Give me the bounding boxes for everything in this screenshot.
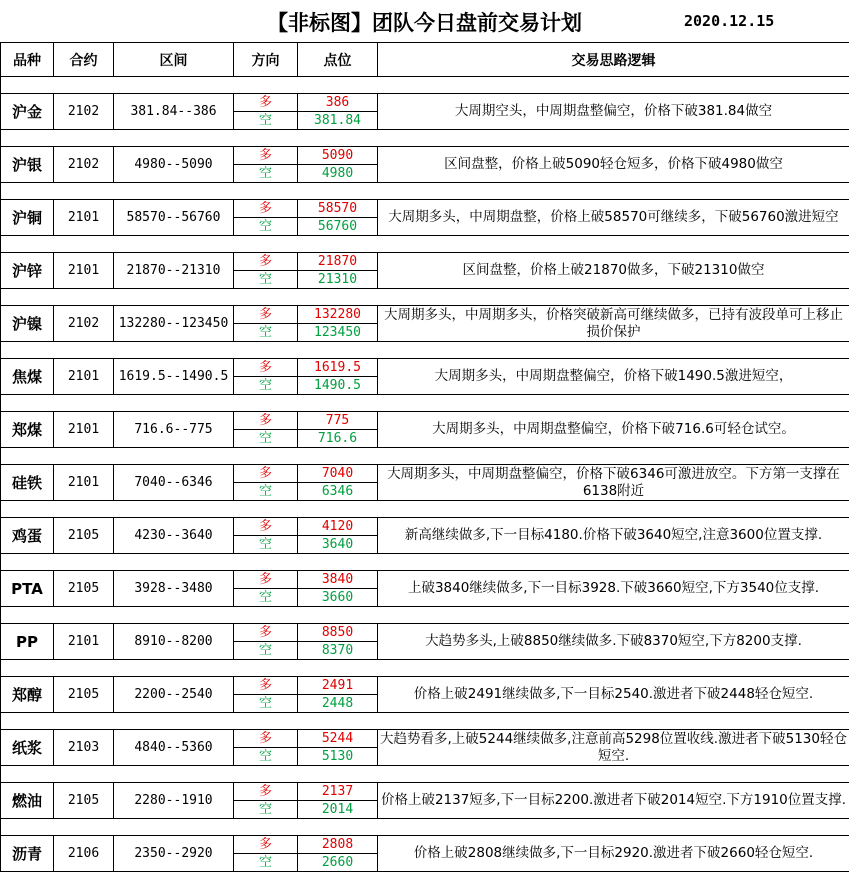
spacer-cell xyxy=(54,713,114,730)
logic-cell: 大周期空头，中周期盘整偏空，价格下破381.84做空 xyxy=(378,94,849,130)
spacer-cell xyxy=(298,448,378,465)
spacer-cell xyxy=(114,607,234,624)
long-point: 8850 xyxy=(298,624,378,642)
direction-short: 空 xyxy=(234,112,298,130)
table-row xyxy=(1,624,849,642)
direction-short: 空 xyxy=(234,430,298,448)
col-header-range: 区间 xyxy=(114,43,234,77)
spacer-cell xyxy=(1,342,54,359)
contract-cell: 2101 xyxy=(54,412,114,448)
spacer-cell xyxy=(114,236,234,253)
logic-cell: 大周期多头，中周期盘整偏空，价格下破716.6可轻仓试空。 xyxy=(378,412,849,448)
spacer-cell xyxy=(378,766,849,783)
spacer-cell xyxy=(1,660,54,677)
direction-long: 多 xyxy=(234,306,298,324)
direction-long: 多 xyxy=(234,783,298,801)
spacer-cell xyxy=(1,395,54,412)
spacer-cell xyxy=(114,819,234,836)
direction-long: 多 xyxy=(234,571,298,589)
spacer-cell xyxy=(234,819,298,836)
spacer-cell xyxy=(54,501,114,518)
spacer-cell xyxy=(298,819,378,836)
variety-cell: PTA xyxy=(1,571,54,607)
direction-short: 空 xyxy=(234,377,298,395)
spacer-cell xyxy=(378,130,849,147)
spacer-cell xyxy=(114,660,234,677)
short-point: 3660 xyxy=(298,589,378,607)
direction-long: 多 xyxy=(234,147,298,165)
long-point: 132280 xyxy=(298,306,378,324)
logic-cell: 上破3840继续做多,下一目标3928.下破3660短空,下方3540位支撑. xyxy=(378,571,849,607)
spacer-cell xyxy=(378,342,849,359)
spacer-cell xyxy=(298,660,378,677)
spacer-cell xyxy=(298,501,378,518)
range-cell: 7040--6346 xyxy=(114,465,234,501)
spacer-cell xyxy=(114,395,234,412)
table-row xyxy=(1,412,849,430)
spacer-cell xyxy=(1,77,54,94)
col-header-point: 点位 xyxy=(298,43,378,77)
spacer-cell xyxy=(234,607,298,624)
long-point: 7040 xyxy=(298,465,378,483)
direction-short: 空 xyxy=(234,642,298,660)
spacer-cell xyxy=(114,183,234,200)
spacer-cell xyxy=(378,289,849,306)
table-row xyxy=(1,147,849,165)
row-spacer xyxy=(1,130,849,147)
range-cell: 132280--123450 xyxy=(114,306,234,342)
short-point: 8370 xyxy=(298,642,378,660)
short-point: 381.84 xyxy=(298,112,378,130)
spacer-cell xyxy=(234,554,298,571)
direction-short: 空 xyxy=(234,483,298,501)
spacer-cell xyxy=(54,130,114,147)
row-spacer xyxy=(1,236,849,253)
contract-cell: 2102 xyxy=(54,147,114,183)
direction-long: 多 xyxy=(234,465,298,483)
row-spacer xyxy=(1,448,849,465)
spacer-cell xyxy=(54,395,114,412)
row-spacer xyxy=(1,395,849,412)
row-spacer xyxy=(1,607,849,624)
direction-short: 空 xyxy=(234,695,298,713)
long-point: 386 xyxy=(298,94,378,112)
logic-cell: 新高继续做多,下一目标4180.价格下破3640短空,注意3600位置支撑. xyxy=(378,518,849,554)
contract-cell: 2102 xyxy=(54,94,114,130)
table-row xyxy=(1,465,849,483)
short-point: 21310 xyxy=(298,271,378,289)
spacer-cell xyxy=(234,660,298,677)
spacer-cell xyxy=(114,342,234,359)
long-point: 4120 xyxy=(298,518,378,536)
direction-long: 多 xyxy=(234,730,298,748)
contract-cell: 2105 xyxy=(54,571,114,607)
table-row xyxy=(1,571,849,589)
variety-cell: PP xyxy=(1,624,54,660)
direction-short: 空 xyxy=(234,536,298,554)
contract-cell: 2105 xyxy=(54,518,114,554)
spacer-cell xyxy=(114,766,234,783)
col-header-variety: 品种 xyxy=(1,43,54,77)
long-point: 5244 xyxy=(298,730,378,748)
short-point: 5130 xyxy=(298,748,378,766)
range-cell: 2280--1910 xyxy=(114,783,234,819)
spacer-cell xyxy=(378,236,849,253)
range-cell: 4840--5360 xyxy=(114,730,234,766)
spacer-cell xyxy=(1,130,54,147)
contract-cell: 2106 xyxy=(54,836,114,872)
spacer-cell xyxy=(54,77,114,94)
contract-cell: 2103 xyxy=(54,730,114,766)
spacer-cell xyxy=(234,183,298,200)
spacer-cell xyxy=(234,289,298,306)
spacer-cell xyxy=(234,448,298,465)
short-point: 6346 xyxy=(298,483,378,501)
row-spacer xyxy=(1,766,849,783)
direction-short: 空 xyxy=(234,854,298,872)
table-row xyxy=(1,94,849,112)
spacer-cell xyxy=(1,501,54,518)
range-cell: 4980--5090 xyxy=(114,147,234,183)
direction-long: 多 xyxy=(234,624,298,642)
contract-cell: 2101 xyxy=(54,465,114,501)
long-point: 1619.5 xyxy=(298,359,378,377)
direction-short: 空 xyxy=(234,165,298,183)
spacer-cell xyxy=(1,183,54,200)
row-spacer xyxy=(1,819,849,836)
range-cell: 716.6--775 xyxy=(114,412,234,448)
logic-cell: 大周期多头，中周期盘整偏空，价格下破1490.5激进短空， xyxy=(378,359,849,395)
direction-long: 多 xyxy=(234,518,298,536)
long-point: 5090 xyxy=(298,147,378,165)
table-row xyxy=(1,306,849,324)
spacer-cell xyxy=(234,130,298,147)
spacer-cell xyxy=(1,607,54,624)
logic-cell: 区间盘整，价格上破21870做多，下破21310做空 xyxy=(378,253,849,289)
col-header-logic: 交易思路逻辑 xyxy=(378,43,849,77)
spacer-cell xyxy=(54,607,114,624)
spacer-cell xyxy=(114,713,234,730)
spacer-cell xyxy=(378,607,849,624)
row-spacer xyxy=(1,660,849,677)
long-point: 58570 xyxy=(298,200,378,218)
spacer-cell xyxy=(298,766,378,783)
short-point: 56760 xyxy=(298,218,378,236)
row-spacer xyxy=(1,289,849,306)
spacer-cell xyxy=(1,289,54,306)
range-cell: 381.84--386 xyxy=(114,94,234,130)
logic-cell: 大周期多头，中周期多头，价格突破新高可继续做多，已持有波段单可上移止损价保护 xyxy=(378,306,849,342)
spacer-cell xyxy=(234,342,298,359)
table-row xyxy=(1,200,849,218)
variety-cell: 郑煤 xyxy=(1,412,54,448)
range-cell: 8910--8200 xyxy=(114,624,234,660)
spacer-cell xyxy=(234,395,298,412)
header-row xyxy=(1,43,849,77)
short-point: 3640 xyxy=(298,536,378,554)
variety-cell: 沪锌 xyxy=(1,253,54,289)
spacer-cell xyxy=(114,501,234,518)
logic-cell: 大趋势多头,上破8850继续做多.下破8370短空,下方8200支撑. xyxy=(378,624,849,660)
direction-short: 空 xyxy=(234,801,298,819)
short-point: 1490.5 xyxy=(298,377,378,395)
table-row xyxy=(1,677,849,695)
row-spacer xyxy=(1,77,849,94)
spacer-cell xyxy=(114,448,234,465)
variety-cell: 沪铜 xyxy=(1,200,54,236)
spacer-cell xyxy=(378,395,849,412)
long-point: 2491 xyxy=(298,677,378,695)
range-cell: 2200--2540 xyxy=(114,677,234,713)
direction-long: 多 xyxy=(234,412,298,430)
spacer-cell xyxy=(54,660,114,677)
spacer-cell xyxy=(234,501,298,518)
spacer-cell xyxy=(378,554,849,571)
variety-cell: 沪金 xyxy=(1,94,54,130)
spacer-cell xyxy=(298,607,378,624)
variety-cell: 沪镍 xyxy=(1,306,54,342)
spacer-cell xyxy=(114,554,234,571)
range-cell: 4230--3640 xyxy=(114,518,234,554)
col-header-contract: 合约 xyxy=(54,43,114,77)
short-point: 716.6 xyxy=(298,430,378,448)
spacer-cell xyxy=(378,183,849,200)
spacer-cell xyxy=(378,819,849,836)
spacer-cell xyxy=(54,766,114,783)
spacer-cell xyxy=(298,183,378,200)
spacer-cell xyxy=(1,713,54,730)
short-point: 123450 xyxy=(298,324,378,342)
direction-long: 多 xyxy=(234,200,298,218)
short-point: 2448 xyxy=(298,695,378,713)
variety-cell: 沥青 xyxy=(1,836,54,872)
contract-cell: 2101 xyxy=(54,624,114,660)
page-title: 【非标图】团队今日盘前交易计划 xyxy=(0,7,849,37)
variety-cell: 纸浆 xyxy=(1,730,54,766)
logic-cell: 价格上破2491继续做多,下一目标2540.激进者下破2448轻仓短空. xyxy=(378,677,849,713)
row-spacer xyxy=(1,342,849,359)
long-point: 3840 xyxy=(298,571,378,589)
spacer-cell xyxy=(1,554,54,571)
spacer-cell xyxy=(54,448,114,465)
contract-cell: 2105 xyxy=(54,677,114,713)
direction-long: 多 xyxy=(234,359,298,377)
spacer-cell xyxy=(298,342,378,359)
spacer-cell xyxy=(54,819,114,836)
short-point: 2014 xyxy=(298,801,378,819)
short-point: 4980 xyxy=(298,165,378,183)
spacer-cell xyxy=(298,130,378,147)
spacer-cell xyxy=(114,130,234,147)
spacer-cell xyxy=(378,448,849,465)
range-cell: 3928--3480 xyxy=(114,571,234,607)
table-row xyxy=(1,730,849,748)
table-row xyxy=(1,253,849,271)
long-point: 775 xyxy=(298,412,378,430)
table-row xyxy=(1,359,849,377)
spacer-cell xyxy=(54,342,114,359)
title-row xyxy=(0,0,849,42)
variety-cell: 郑醇 xyxy=(1,677,54,713)
spacer-cell xyxy=(1,766,54,783)
spacer-cell xyxy=(298,77,378,94)
spacer-cell xyxy=(234,236,298,253)
spacer-cell xyxy=(114,289,234,306)
contract-cell: 2101 xyxy=(54,359,114,395)
spacer-cell xyxy=(54,183,114,200)
row-spacer xyxy=(1,183,849,200)
logic-cell: 价格上破2137短多,下一目标2200.激进者下破2014短空.下方1910位置支撑. xyxy=(378,783,849,819)
spacer-cell xyxy=(234,713,298,730)
spacer-cell xyxy=(378,501,849,518)
spacer-cell xyxy=(298,713,378,730)
spacer-cell xyxy=(1,819,54,836)
table-row xyxy=(1,783,849,801)
spacer-cell xyxy=(1,236,54,253)
spacer-cell xyxy=(378,77,849,94)
contract-cell: 2101 xyxy=(54,253,114,289)
spacer-cell xyxy=(298,554,378,571)
spacer-cell xyxy=(378,713,849,730)
range-cell: 2350--2920 xyxy=(114,836,234,872)
table-body xyxy=(1,77,849,872)
direction-short: 空 xyxy=(234,589,298,607)
range-cell: 58570--56760 xyxy=(114,200,234,236)
direction-long: 多 xyxy=(234,253,298,271)
range-cell: 1619.5--1490.5 xyxy=(114,359,234,395)
long-point: 2137 xyxy=(298,783,378,801)
direction-short: 空 xyxy=(234,324,298,342)
direction-long: 多 xyxy=(234,677,298,695)
spacer-cell xyxy=(298,236,378,253)
spacer-cell xyxy=(298,395,378,412)
logic-cell: 大周期多头，中周期盘整偏空，价格下破6346可激进放空。下方第一支撑在6138附近 xyxy=(378,465,849,501)
logic-cell: 大周期多头，中周期盘整，价格上破58570可继续多，下破56760激进短空 xyxy=(378,200,849,236)
logic-cell: 区间盘整，价格上破5090轻仓短多，价格下破4980做空 xyxy=(378,147,849,183)
variety-cell: 焦煤 xyxy=(1,359,54,395)
plan-date: 2020.12.15 xyxy=(684,12,774,30)
variety-cell: 燃油 xyxy=(1,783,54,819)
spacer-cell xyxy=(114,77,234,94)
short-point: 2660 xyxy=(298,854,378,872)
variety-cell: 硅铁 xyxy=(1,465,54,501)
direction-long: 多 xyxy=(234,94,298,112)
row-spacer xyxy=(1,501,849,518)
table-row xyxy=(1,518,849,536)
spacer-cell xyxy=(54,554,114,571)
spacer-cell xyxy=(1,448,54,465)
row-spacer xyxy=(1,713,849,730)
spacer-cell xyxy=(54,289,114,306)
spacer-cell xyxy=(54,236,114,253)
spacer-cell xyxy=(234,766,298,783)
variety-cell: 鸡蛋 xyxy=(1,518,54,554)
range-cell: 21870--21310 xyxy=(114,253,234,289)
variety-cell: 沪银 xyxy=(1,147,54,183)
spacer-cell xyxy=(234,77,298,94)
direction-short: 空 xyxy=(234,748,298,766)
contract-cell: 2102 xyxy=(54,306,114,342)
row-spacer xyxy=(1,554,849,571)
long-point: 21870 xyxy=(298,253,378,271)
contract-cell: 2101 xyxy=(54,200,114,236)
spacer-cell xyxy=(378,660,849,677)
plan-table xyxy=(0,42,849,872)
direction-short: 空 xyxy=(234,271,298,289)
direction-short: 空 xyxy=(234,218,298,236)
direction-long: 多 xyxy=(234,836,298,854)
table-row xyxy=(1,836,849,854)
logic-cell: 大趋势看多,上破5244继续做多,注意前高5298位置收线.激进者下破5130轻仓短空. xyxy=(378,730,849,766)
long-point: 2808 xyxy=(298,836,378,854)
col-header-direction: 方向 xyxy=(234,43,298,77)
spacer-cell xyxy=(298,289,378,306)
contract-cell: 2105 xyxy=(54,783,114,819)
logic-cell: 价格上破2808继续做多,下一目标2920.激进者下破2660轻仓短空. xyxy=(378,836,849,872)
